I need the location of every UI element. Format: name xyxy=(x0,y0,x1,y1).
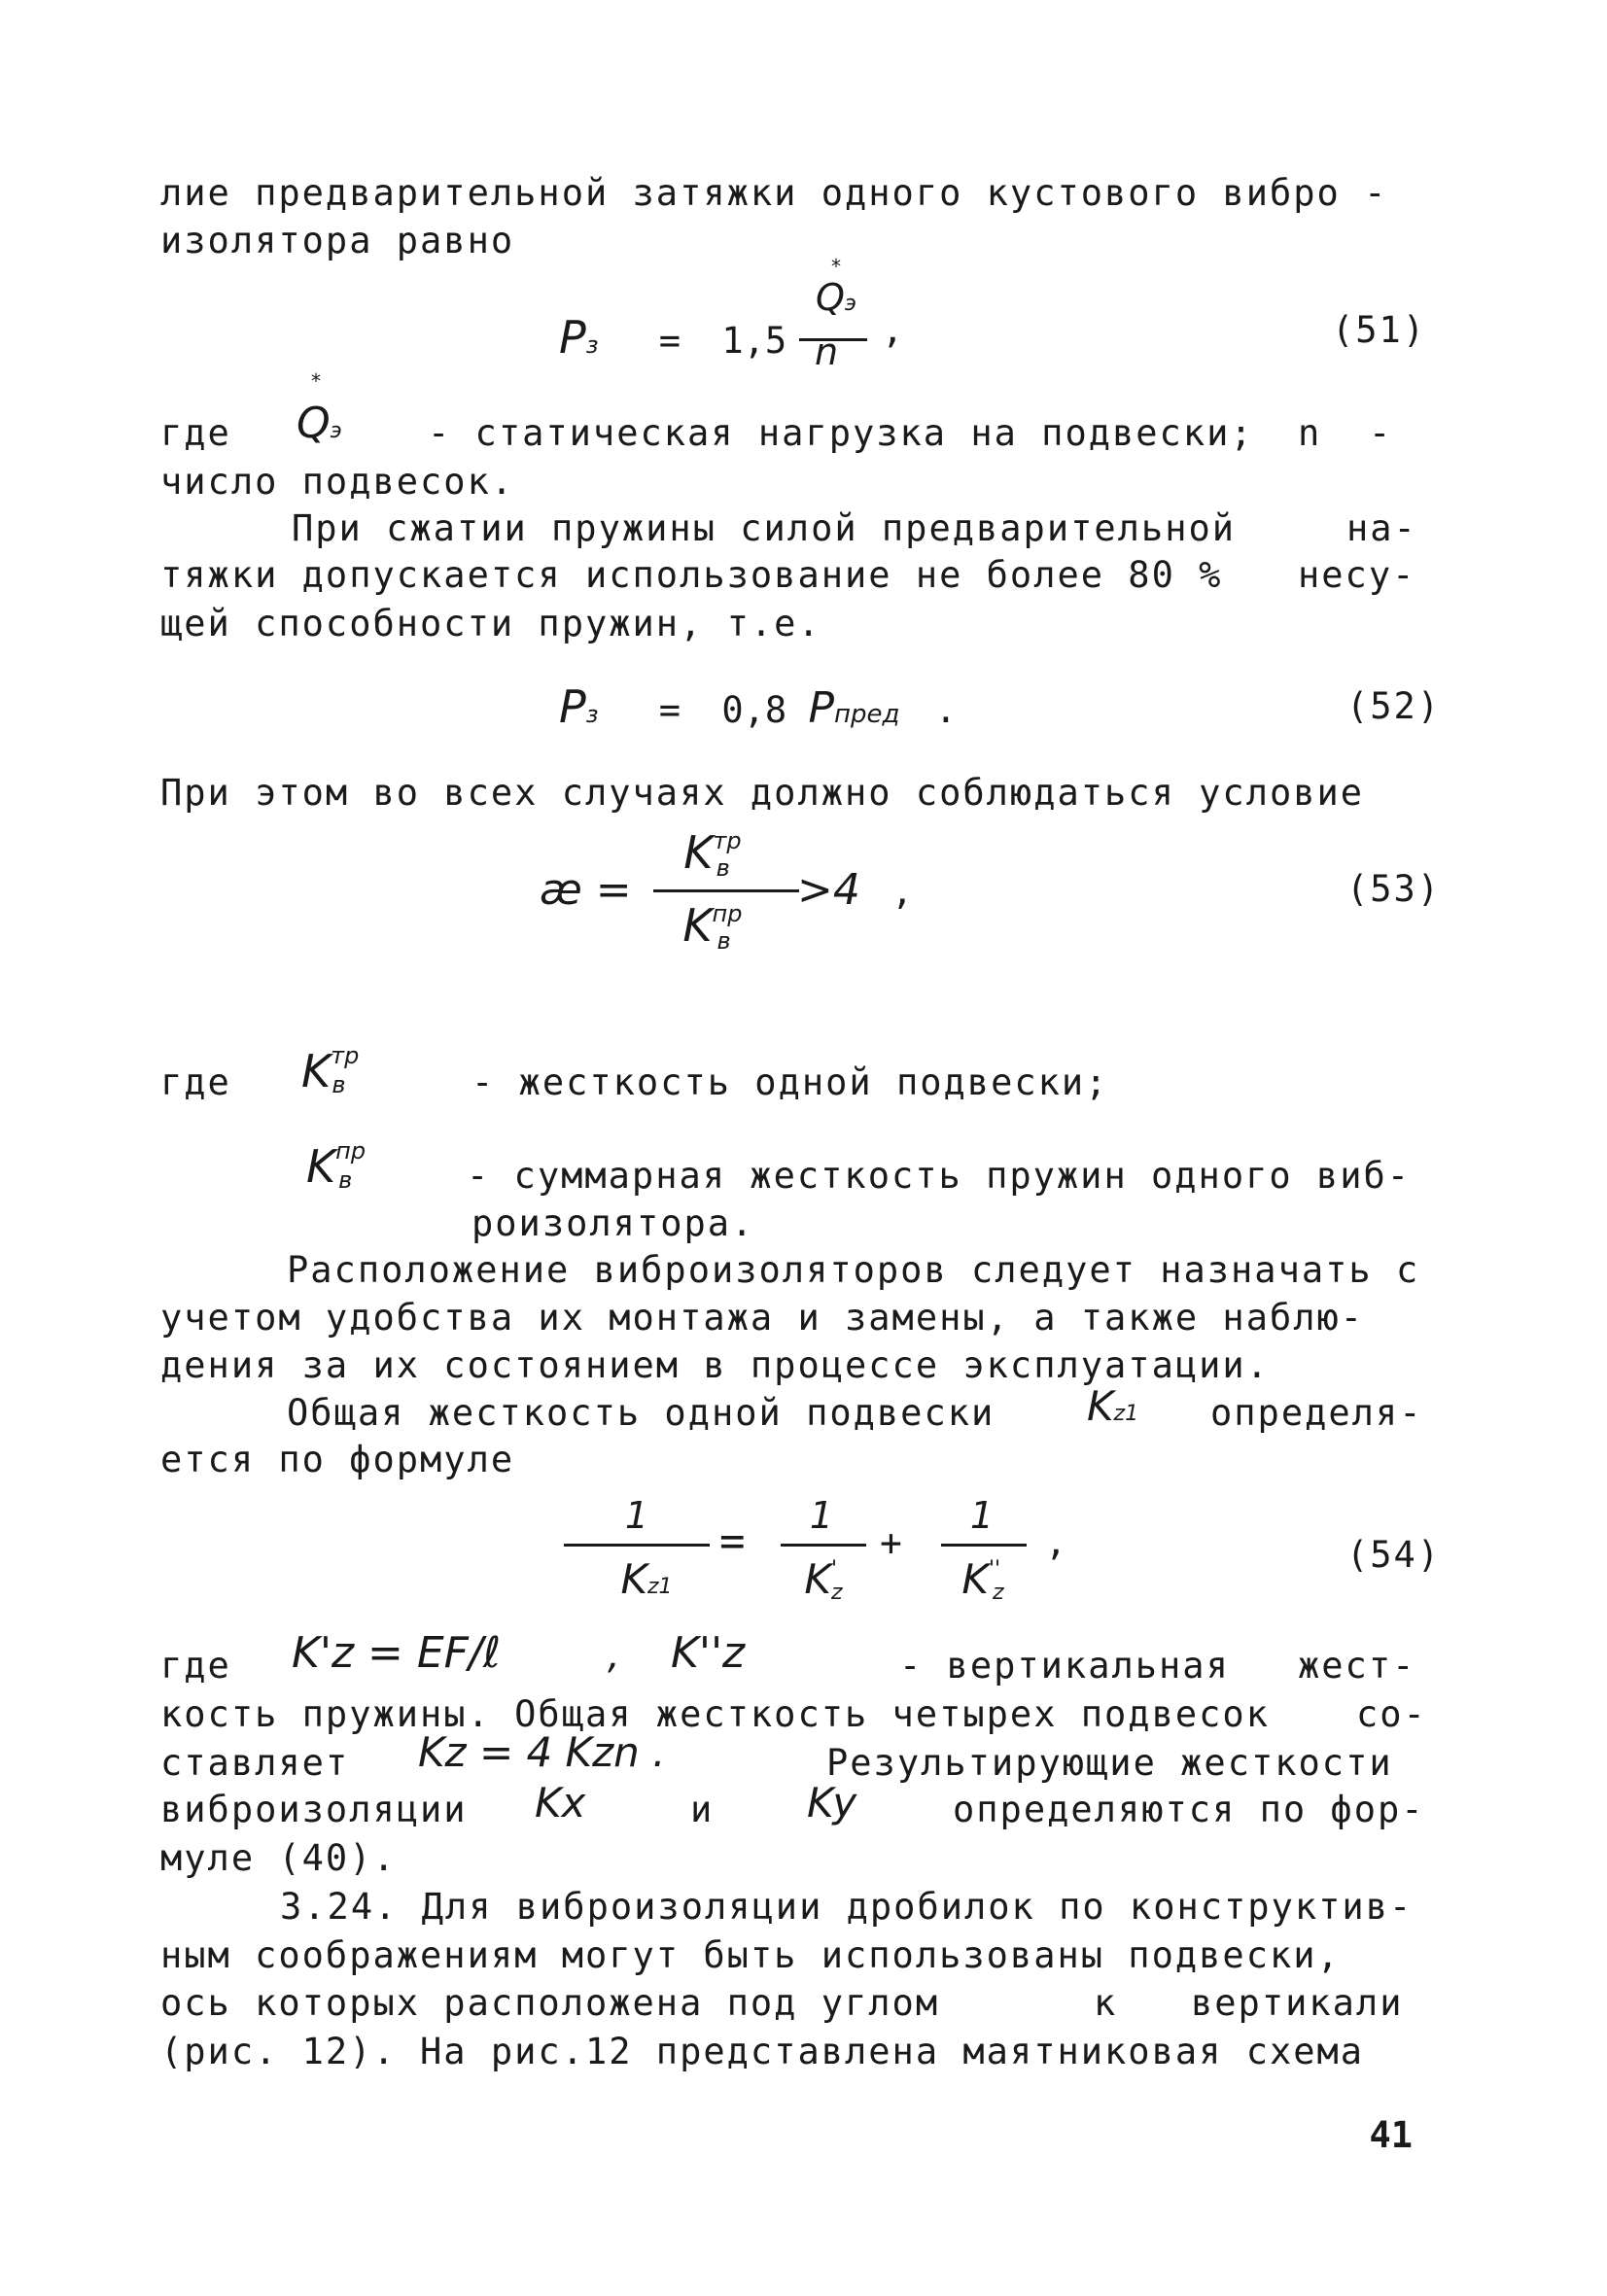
fraction-numerator: 1 xyxy=(969,1494,995,1537)
text-line: где xyxy=(160,1061,231,1103)
text-line: Общая жесткость одной подвески xyxy=(287,1392,996,1434)
fraction-numerator: 1 xyxy=(809,1494,834,1537)
text-line: дения за их состоянием в процессе эксплуатации. xyxy=(160,1344,1270,1386)
equation-53-numerator: $K^{тр}в$ xyxy=(683,826,742,882)
equation-number-53: (53) xyxy=(1346,868,1442,910)
text-line: где xyxy=(160,412,231,454)
equation-number-51: (51) xyxy=(1332,309,1427,351)
text-line: виброизоляции xyxy=(160,1789,468,1830)
fraction-denominator: K'z xyxy=(804,1555,843,1605)
equation-53-rhs: >4 , xyxy=(797,865,909,915)
text-line: (рис. 12). На рис.12 представлена маятниковая схема xyxy=(160,2031,1365,2072)
text-line: жест- xyxy=(1298,1645,1416,1687)
text-line: число подвесок. xyxy=(160,461,515,503)
fraction-denominator: K''z xyxy=(961,1555,1004,1605)
fraction-bar xyxy=(781,1544,866,1547)
text-line: - суммарная жесткость пружин одного виб- xyxy=(467,1155,1412,1197)
text-line: определя- xyxy=(1210,1392,1423,1434)
punct: , xyxy=(1045,1521,1067,1563)
text-line: - статическая нагрузка на подвески; xyxy=(428,412,1254,454)
text-line: где xyxy=(160,1645,231,1687)
equation-53-lhs: æ = xyxy=(540,865,632,915)
punct: , xyxy=(882,309,904,351)
equation-53-denominator: $K^{пр}в$ xyxy=(682,899,743,955)
text-line: несу- xyxy=(1298,554,1416,596)
text-line: При сжатии пружины силой предварительной xyxy=(292,507,1237,549)
text-line: щей способности пружин, т.е. xyxy=(160,603,821,644)
text-line: муле (40). xyxy=(160,1837,397,1879)
text-line: к xyxy=(1094,1982,1118,2024)
text-line: кость пружины. Общая жесткость четырех подвесок xyxy=(160,1693,1270,1735)
k-tr-symbol: $K^{тр}в$ xyxy=(301,1042,360,1098)
text-line: роизолятора. xyxy=(472,1202,755,1244)
equation-number-52: (52) xyxy=(1346,685,1442,727)
denominator: n xyxy=(815,330,839,373)
text-line: и xyxy=(690,1789,715,1830)
text-line: определяются по фор- xyxy=(953,1789,1425,1830)
equation-51-fraction: * Qэ xyxy=(816,255,856,319)
fraction-bar xyxy=(941,1544,1027,1547)
plus-sign: + xyxy=(880,1521,902,1564)
text-line: Расположение виброизоляторов следует назначать с xyxy=(287,1249,1420,1291)
dash: - xyxy=(1369,412,1393,454)
text-line: на- xyxy=(1346,507,1417,549)
fraction-bar xyxy=(653,889,799,892)
page-number: 41 xyxy=(1369,2114,1413,2156)
kx-symbol: Kx xyxy=(535,1779,586,1826)
equation-number-54: (54) xyxy=(1346,1534,1442,1576)
text-line: ется по формуле xyxy=(160,1439,515,1480)
text-line: изолятора равно xyxy=(160,220,515,261)
kz-total-formula: Kz = 4 Kzn . xyxy=(418,1728,666,1776)
punct: , xyxy=(608,1633,620,1678)
k-pr-symbol: $K^{пр}в$ xyxy=(306,1137,367,1194)
q-symbol: Qэ xyxy=(297,399,342,448)
text-line: 3.24. Для виброизоляции дробилок по конструктив- xyxy=(280,1886,1414,1928)
fraction-bar xyxy=(564,1544,710,1547)
text-line: ным соображениям могут быть использованы подвески, xyxy=(160,1934,1341,1976)
star-mark: * xyxy=(311,369,321,393)
text-line: - жесткость одной подвески; xyxy=(472,1061,1109,1103)
kz1-symbol: Kz1 xyxy=(1087,1382,1139,1430)
ky-symbol: Ky xyxy=(807,1779,857,1826)
text-line: со- xyxy=(1356,1693,1427,1735)
n-symbol: n xyxy=(1298,412,1322,454)
text-line: вертикали xyxy=(1191,1982,1404,2024)
text-line: тяжки допускается использование не более 80 % xyxy=(160,554,1223,596)
kz-dprime-symbol: K''z xyxy=(671,1628,746,1678)
kz-prime-formula: K'z = EF/ℓ xyxy=(292,1628,501,1678)
equation-51: Pз = 1,5 xyxy=(559,311,787,364)
equals-sign: = xyxy=(719,1516,746,1566)
text-line: ставляет xyxy=(160,1742,350,1784)
text-line: Результирующие жесткости xyxy=(826,1742,1393,1784)
text-line: учетом удобства их монтажа и замены, а также наблю- xyxy=(160,1297,1365,1339)
fraction-denominator: Kz1 xyxy=(620,1555,673,1603)
text-line: ось которых расположена под углом xyxy=(160,1982,940,2024)
text-line: При этом во всех случаях должно соблюдаться условие xyxy=(160,772,1365,814)
text-line: лие предварительной затяжки одного кустового вибро - xyxy=(160,172,1388,214)
fraction-numerator: 1 xyxy=(624,1494,649,1537)
text-line: - вертикальная xyxy=(899,1645,1230,1687)
equation-52: Pз = 0,8 Pпред . xyxy=(559,680,958,733)
